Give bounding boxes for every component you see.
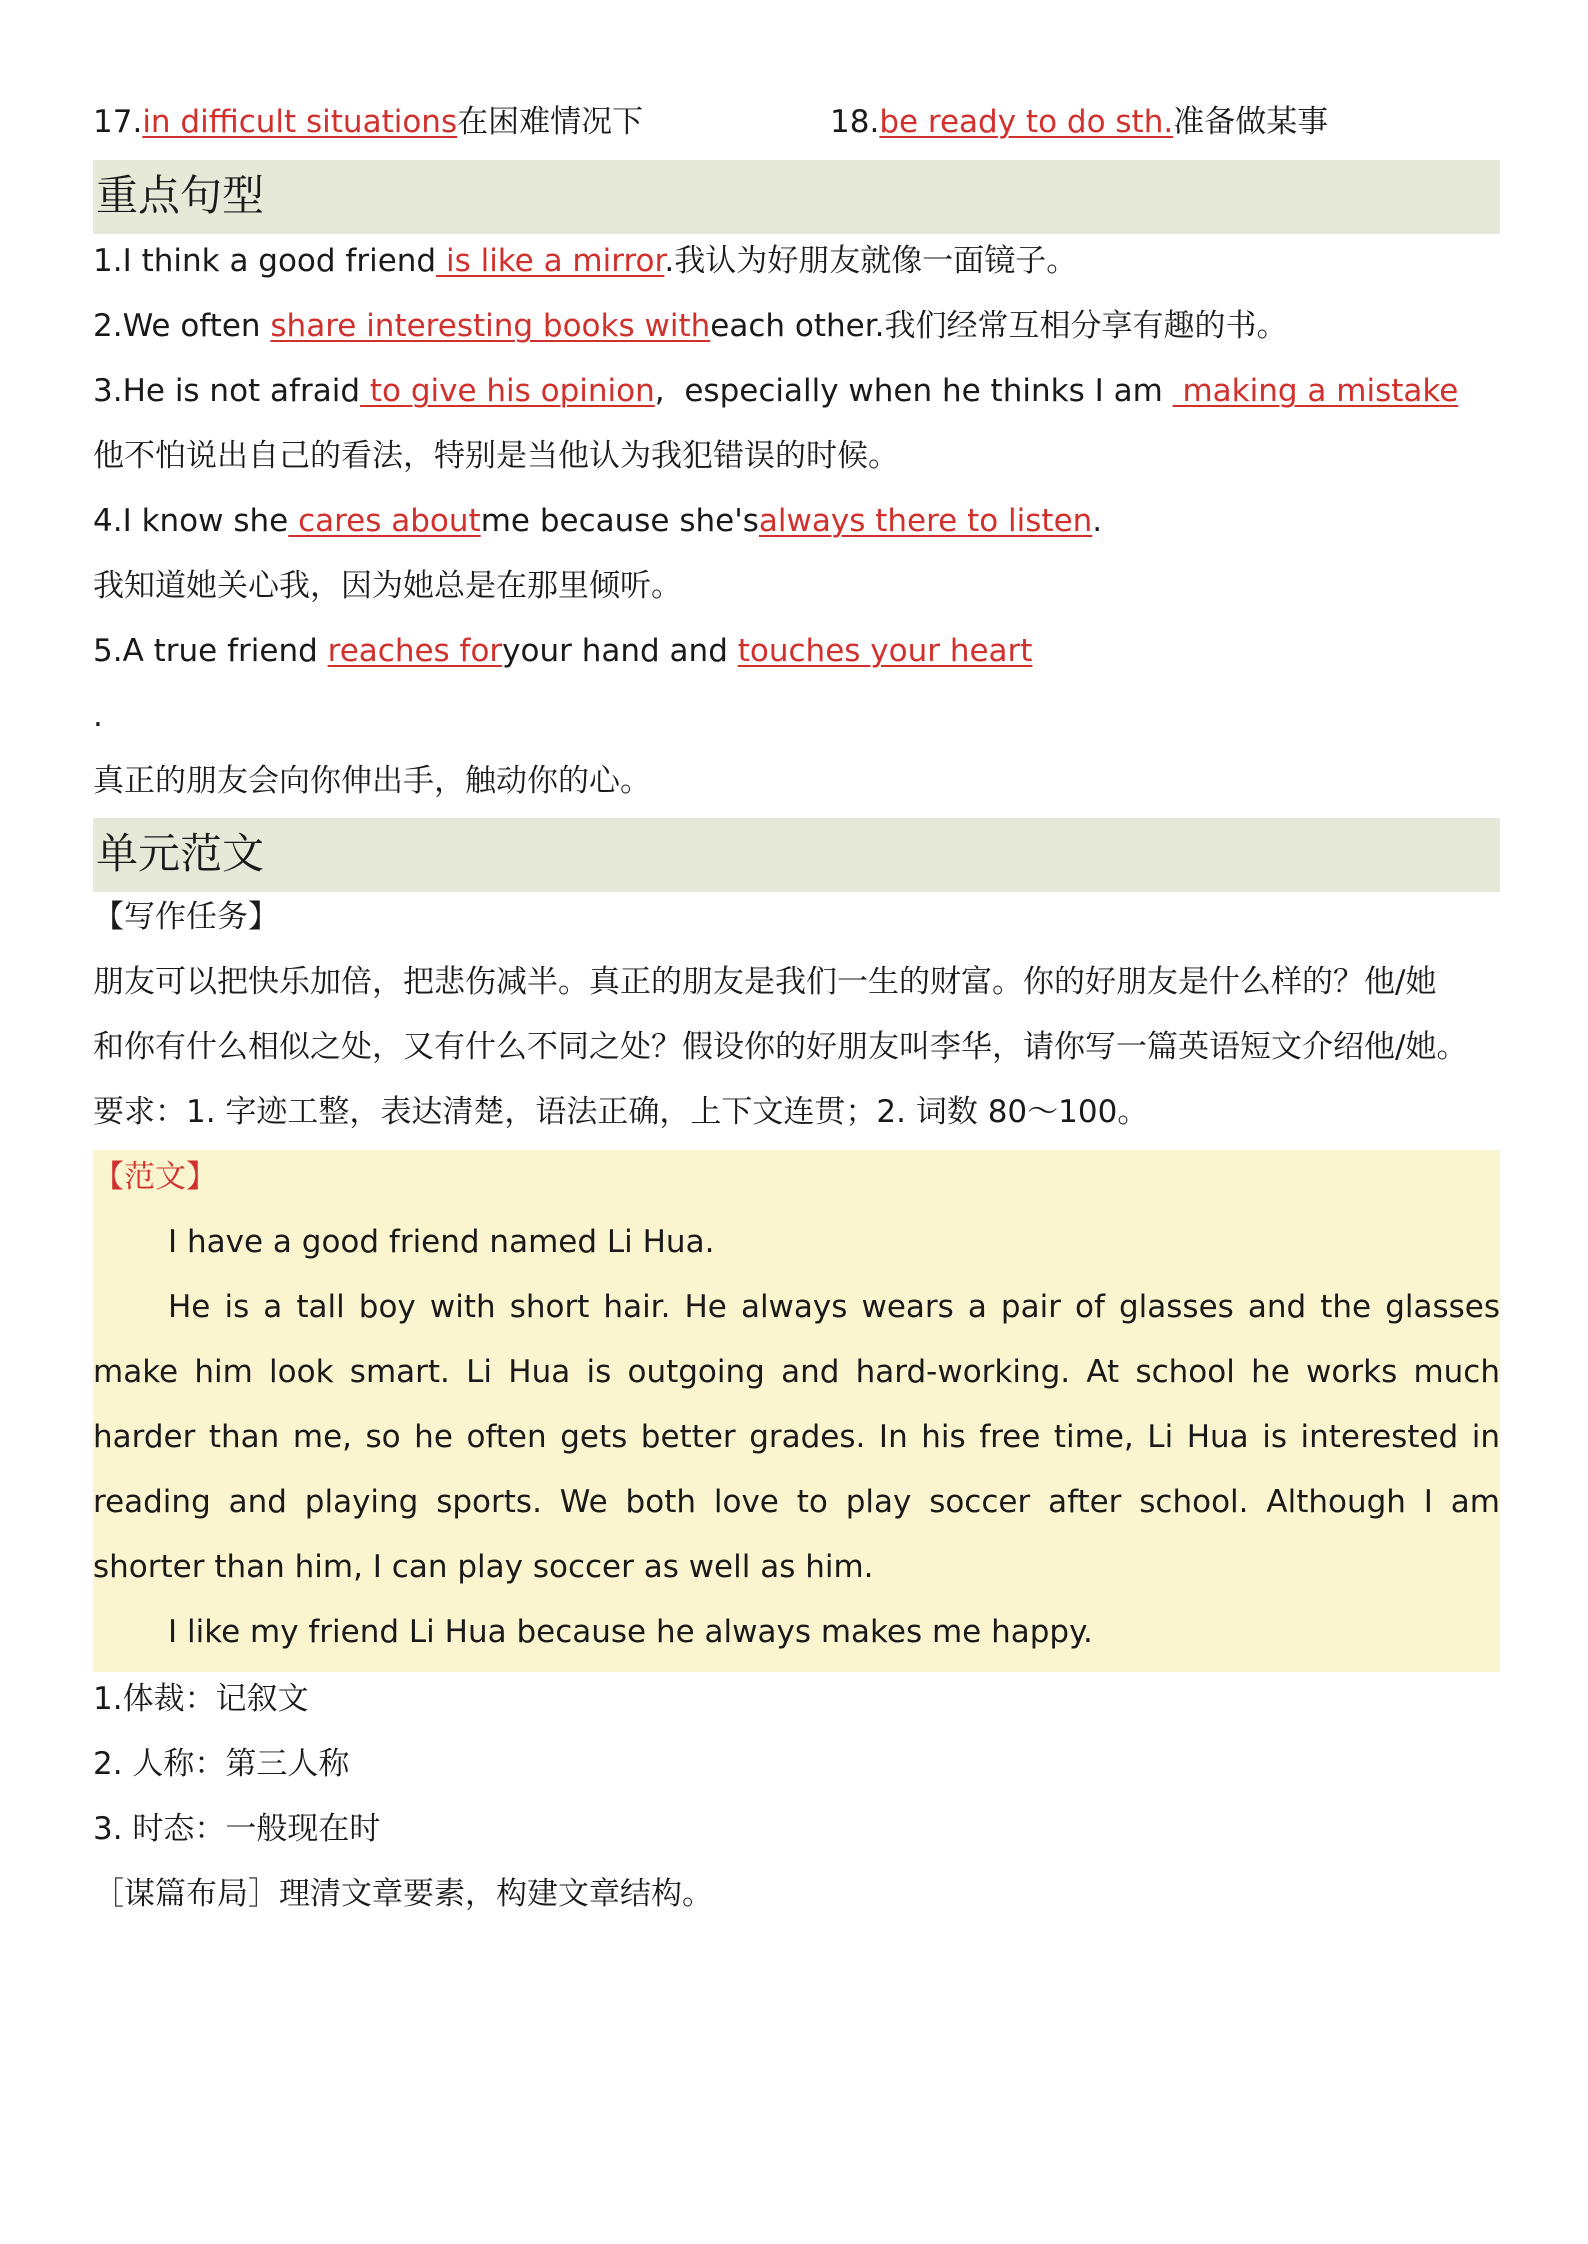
- analysis-layout: ［谋篇布局］理清文章要素，构建文章结构。: [93, 1876, 713, 1912]
- sentence-text: your hand and: [502, 633, 738, 669]
- section-heading-sentences: [93, 160, 1500, 234]
- sentence-5-translation: 真正的朋友会向你伸出手，触动你的心。: [93, 763, 651, 799]
- analysis-genre: 1.体裁：记叙文: [93, 1681, 309, 1717]
- sentence-4-translation: 我知道她关心我，因为她总是在那里倾听。: [93, 568, 682, 604]
- sentence-5-period: .: [93, 698, 103, 734]
- sentence-text: .我认为好朋友就像一面镜子。: [664, 243, 1078, 279]
- sentence-answer: share interesting books with: [270, 308, 711, 344]
- sentence-3: [93, 369, 1500, 413]
- sentence-answer: making a mistake: [1172, 373, 1459, 409]
- essay-paragraph: I have a good friend named Li Hua.: [168, 1224, 715, 1260]
- sentence-1: [93, 239, 1500, 283]
- sentence-text: 3.He is not afraid: [93, 373, 360, 409]
- sentence-text: 4.I know she: [93, 503, 289, 539]
- sentence-text: .: [1092, 503, 1103, 539]
- writing-requirements: 要求：1. 字迹工整，表达清楚，语法正确，上下文连贯；2. 词数 80～100。: [93, 1094, 1149, 1130]
- analysis-tense: 3. 时态：一般现在时: [93, 1811, 381, 1847]
- sentence-text: 1.I think a good friend: [93, 243, 437, 279]
- section-title: 单元范文: [96, 829, 265, 878]
- writing-task-line: 朋友可以把快乐加倍，把悲伤减半。真正的朋友是我们一生的财富。你的好朋友是什么样的？他/她: [93, 964, 1437, 1000]
- sentence-3-translation: 他不怕说出自己的看法，特别是当他认为我犯错误的时候。: [93, 438, 899, 474]
- section-title: 重点句型: [96, 171, 265, 220]
- writing-task-label: 【写作任务】: [93, 899, 279, 935]
- essay-paragraph: I like my friend Li Hua because he always makes me happy.: [168, 1614, 1093, 1650]
- sentence-2: [93, 304, 1500, 348]
- essay-paragraph: He is a tall boy with short hair. He always wears a pair of glasses and the glasses make him look smart. Li Hua is outgoing and hard-working. At school he works much harder than me, so he often gets better grades. In his free time, Li Hua is interested in reading and playing sports. We both love to play soccer after school. Although I am shorter than him, I can play soccer as well as him.: [93, 1289, 1500, 1585]
- sentence-answer: touches your heart: [737, 633, 1033, 669]
- sentence-text: me because she's: [480, 503, 759, 539]
- sample-essay-text: [93, 1210, 1500, 1665]
- vocab-item-18: [830, 100, 1500, 144]
- section-heading-essay: [93, 818, 1500, 892]
- sample-essay-label: 【范文】: [93, 1159, 217, 1195]
- writing-task-line: 和你有什么相似之处，又有什么不同之处？假设你的好朋友叫李华，请你写一篇英语短文介绍他/她。: [93, 1029, 1468, 1065]
- sentence-text: 2.We often: [93, 308, 271, 344]
- vocab-translation: 在困难情况下: [457, 104, 644, 140]
- analysis-person: 2. 人称：第三人称: [93, 1746, 350, 1782]
- vocab-number: 18.: [830, 104, 880, 140]
- sentence-5: [93, 629, 1500, 673]
- vocab-answer: in difficult situations: [142, 104, 458, 140]
- vocab-answer: be ready to do sth.: [879, 104, 1174, 140]
- sentence-4: [93, 499, 1500, 543]
- sentence-answer: cares about: [288, 503, 481, 539]
- sentence-text: 5.A true friend: [93, 633, 328, 669]
- sentence-answer: to give his opinion: [360, 373, 655, 409]
- sentence-answer: always there to listen: [758, 503, 1093, 539]
- vocab-number: 17.: [93, 104, 143, 140]
- sentence-text: each other.我们经常互相分享有趣的书。: [710, 308, 1288, 344]
- vocab-translation: 准备做某事: [1173, 104, 1329, 140]
- sentence-text: , especially when he thinks I am: [654, 373, 1173, 409]
- sentence-answer: is like a mirror: [436, 243, 665, 279]
- sentence-answer: reaches for: [327, 633, 503, 669]
